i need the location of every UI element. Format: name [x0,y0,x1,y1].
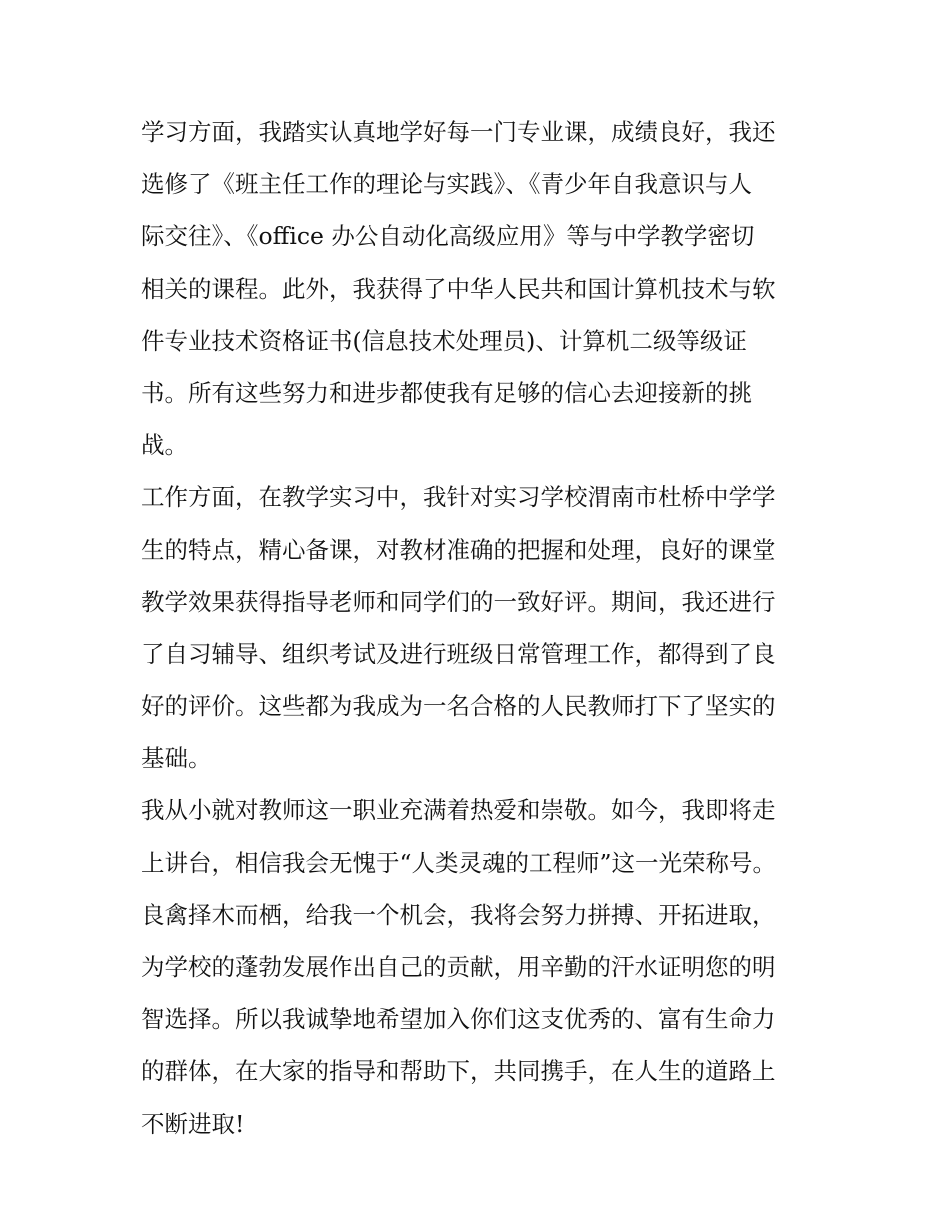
text-line: 教学效果获得指导老师和同学们的一致好评。期间，我还进行 [141,587,776,616]
body-text [141,106,821,1150]
text-line: 际交往》、《office 办公自动化高级应用》等与中学教学密切 [141,222,755,251]
text-line: 为学校的蓬勃发展作出自己的贡献，用辛勤的汗水证明您的明 [141,953,776,981]
text-line: 学习方面，我踏实认真地学好每一门专业课，成绩良好，我还 [141,118,776,146]
text-line: 书。所有这些努力和进步都使我有足够的信心去迎接新的挑 [141,378,752,407]
text-line: 上讲台，相信我会无愧于“人类灵魂的工程师”这一光荣称号。 [141,848,777,877]
text-line: 战。 [141,431,188,460]
text-line: 不断进取! [141,1109,245,1138]
text-line: 选修了《班主任工作的理论与实践》、《青少年自我意识与人 [141,170,752,199]
text-line: 的群体，在大家的指导和帮助下，共同携手，在人生的道路上 [141,1057,776,1086]
text-line: 相关的课程。此外，我获得了中华人民共和国计算机技术与软 [141,274,776,303]
text-line: 基础。 [141,744,212,773]
text-line: 智选择。所以我诚挚地希望加入你们这支优秀的、富有生命力 [141,1005,776,1034]
text-line: 好的评价。这些都为我成为一名合格的人民教师打下了坚实的 [141,692,776,721]
text-line: 了自习辅导、组织考试及进行班级日常管理工作，都得到了良 [141,639,776,668]
text-line: 生的特点，精心备课，对教材准确的把握和处理，良好的课堂 [141,535,776,564]
text-line: 良禽择木而栖，给我一个机会，我将会努力拼搏、开拓进取， [141,900,776,929]
text-line: 工作方面，在教学实习中，我针对实习学校渭南市杜桥中学学 [141,483,776,512]
text-line: 我从小就对教师这一职业充满着热爱和崇敬。如今，我即将走 [141,796,776,825]
text-line: 件专业技术资格证书(信息技术处理员)、计算机二级等级证 [141,326,747,355]
